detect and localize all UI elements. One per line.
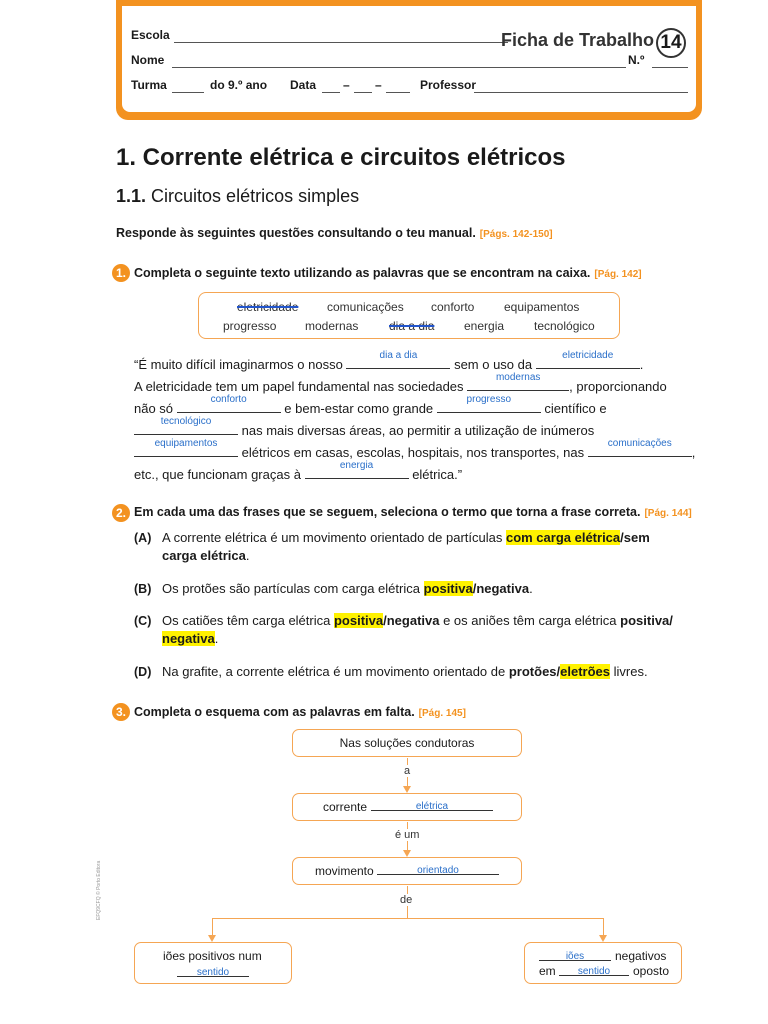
name-field[interactable] (172, 67, 626, 68)
link-label-a: a (404, 765, 411, 777)
number-label: N.º (628, 53, 645, 67)
cloze-text: , (691, 445, 696, 460)
option-d-letter: (D) (134, 665, 152, 679)
word-comunicacoes: comunicações (327, 300, 404, 314)
alternative-term[interactable]: positiva/ (620, 613, 673, 628)
header-form (122, 6, 696, 112)
filled-answer: eletricidade (562, 350, 614, 361)
selected-term[interactable]: eletrões (560, 664, 611, 679)
option-text: e os aniões têm carga elétrica (443, 613, 617, 628)
filled-answer: progresso (466, 394, 512, 405)
date-day-field[interactable] (322, 92, 340, 93)
diagram-box-negative-ions (524, 942, 682, 984)
word-eletricidade: eletricidade (237, 300, 299, 314)
school-field[interactable] (174, 42, 508, 43)
blank-field[interactable] (177, 394, 281, 413)
selected-term[interactable]: com carga elétrica (505, 530, 621, 545)
section-title: 1. Corrente elétrica e circuitos elétricos (116, 144, 566, 171)
option-text: . (214, 631, 219, 646)
box-text: iões positivos num (163, 949, 262, 963)
diagram-box-solutions: Nas soluções condutoras (292, 729, 522, 757)
date-month-field[interactable] (354, 92, 372, 93)
option-text: . (245, 548, 250, 563)
q2-prompt (134, 505, 692, 519)
subsection-number: 1.1. (116, 186, 147, 206)
cloze-text: científico e (544, 401, 607, 416)
word-dia-a-dia: dia a dia (389, 319, 435, 333)
link-label-e-um: é um (395, 829, 420, 841)
word-conforto: conforto (431, 300, 475, 314)
cloze-text: e bem-estar como grande (284, 401, 434, 416)
word-energia: energia (464, 319, 505, 333)
blank-field[interactable] (536, 350, 640, 369)
blank-field[interactable] (437, 394, 541, 413)
q1-number-badge: 1. (112, 264, 130, 282)
cloze-text: sem o uso da (454, 357, 533, 372)
box-text: corrente (323, 800, 368, 814)
filled-answer: elétrica (415, 801, 449, 812)
worksheet-header (116, 0, 702, 120)
name-label: Nome (131, 53, 165, 67)
blank-field[interactable] (134, 438, 238, 457)
cloze-text: elétricos em casas, escolas, hospitais, nos transportes, nas (241, 445, 585, 460)
word-box (198, 292, 620, 339)
word-progresso: progresso (223, 319, 277, 333)
class-label: Turma (131, 78, 167, 92)
cloze-text: , proporcionando (569, 379, 667, 394)
option-text: Os catiões têm carga elétrica (162, 613, 331, 628)
alternative-term[interactable]: /sem (620, 530, 650, 545)
diagram-box-movement (292, 857, 522, 885)
option-text: Na grafite, a corrente elétrica é um movimento orientado de (162, 664, 506, 679)
arrow-down-icon (403, 850, 411, 857)
option-text: . (529, 581, 533, 596)
q3-prompt (134, 705, 466, 719)
option-c-text (162, 612, 692, 648)
cloze-line-4 (134, 416, 595, 438)
q3-number-badge: 3. (112, 703, 130, 721)
cloze-line-1 (134, 350, 644, 372)
cloze-text: . (639, 357, 644, 372)
connector-line (212, 918, 213, 936)
instruction-ref: [Págs. 142-150] (479, 229, 553, 240)
cloze-text: etc., que funcionam graças à (134, 467, 301, 482)
filled-answer: dia a dia (379, 350, 418, 361)
option-text: Os protões são partículas com carga elétrica (162, 581, 420, 596)
option-b-text (162, 580, 682, 598)
blank-field[interactable] (305, 460, 409, 479)
filled-answer: conforto (210, 394, 247, 405)
filled-answer: energia (339, 460, 374, 471)
option-text: A corrente elétrica é um movimento orientado de partículas (162, 530, 503, 545)
blank-field[interactable] (539, 948, 611, 961)
diagram-box-positive-ions (134, 942, 292, 984)
sheet-number: 14 (656, 28, 686, 58)
word-modernas: modernas (305, 319, 359, 333)
publisher-credit: EFQ9CFQ © Porto Editora (96, 860, 102, 920)
instruction (116, 226, 553, 240)
date-separator-2: – (375, 78, 382, 92)
subsection-title: Circuitos elétricos simples (151, 186, 360, 206)
q1-ref: [Pág. 142] (594, 269, 642, 280)
box-text: negativos (615, 949, 667, 963)
filled-answer: comunicações (607, 438, 672, 449)
selected-term[interactable]: positiva (423, 581, 473, 596)
date-separator-1: – (343, 78, 350, 92)
teacher-label: Professor (420, 78, 477, 92)
subsection-heading (116, 186, 359, 207)
box-text: oposto (633, 964, 670, 978)
alternative-term[interactable]: /negativa (383, 613, 440, 628)
blank-field[interactable] (559, 963, 629, 976)
filled-answer: sentido (577, 966, 611, 977)
alternative-term[interactable]: protões/ (508, 664, 561, 679)
blank-field[interactable] (371, 798, 493, 811)
number-field[interactable] (652, 67, 688, 68)
date-label: Data (290, 78, 317, 92)
blank-field[interactable] (467, 372, 569, 391)
blank-field[interactable] (177, 964, 249, 977)
alternative-term[interactable]: /negativa (472, 581, 530, 596)
blank-field[interactable] (377, 862, 499, 875)
option-a-text (162, 529, 682, 565)
filled-answer: tecnológico (160, 416, 212, 427)
option-b-letter: (B) (134, 582, 152, 596)
box-text: em (539, 964, 556, 978)
instruction-text: Responde às seguintes questões consultando o teu manual. (116, 226, 476, 240)
grade-label: do 9.º ano (210, 78, 268, 92)
blank-field[interactable] (588, 438, 692, 457)
link-label-de: de (400, 894, 413, 906)
cloze-line-5 (134, 438, 696, 460)
class-field[interactable] (172, 92, 204, 93)
arrow-down-icon (403, 786, 411, 793)
selected-term[interactable]: negativa (162, 631, 215, 646)
sheet-title: Ficha de Trabalho (500, 30, 654, 50)
box-text: movimento (315, 864, 374, 878)
arrow-down-icon (208, 935, 216, 942)
cloze-text: “É muito difícil imaginarmos o nosso (134, 357, 343, 372)
alternative-term[interactable]: carga elétrica (162, 548, 246, 563)
cloze-text: A eletricidade tem um papel fundamental nas sociedades (134, 379, 464, 394)
filled-answer: iões (565, 951, 585, 962)
filled-answer: equipamentos (154, 438, 218, 449)
school-label: Escola (131, 28, 170, 42)
cloze-line-2 (134, 372, 667, 394)
cloze-line-3 (134, 394, 607, 416)
teacher-field[interactable] (474, 92, 688, 93)
connector-line (603, 918, 604, 936)
q2-number-badge: 2. (112, 504, 130, 522)
q2-text: Em cada uma das frases que se seguem, seleciona o termo que torna a frase correta. (134, 505, 641, 519)
filled-answer: orientado (417, 865, 459, 876)
date-year-field[interactable] (386, 92, 410, 93)
word-equipamentos: equipamentos (504, 300, 580, 314)
arrow-down-icon (599, 935, 607, 942)
cloze-text: nas mais diversas áreas, ao permitir a utilização de inúmeros (241, 423, 595, 438)
option-a-letter: (A) (134, 531, 152, 545)
blank-field[interactable] (134, 416, 238, 435)
q1-prompt (134, 266, 642, 280)
q3-ref: [Pág. 145] (418, 708, 466, 719)
q3-text: Completa o esquema com as palavras em falta. (134, 705, 415, 719)
q2-ref: [Pág. 144] (644, 508, 692, 519)
diagram-box-current (292, 793, 522, 821)
word-tecnologico: tecnológico (534, 319, 595, 333)
blank-field[interactable] (346, 350, 450, 369)
connector-line (212, 918, 604, 919)
option-c-letter: (C) (134, 614, 152, 628)
cloze-line-6 (134, 460, 463, 482)
filled-answer: sentido (196, 967, 230, 978)
filled-answer: modernas (495, 372, 541, 383)
q1-text: Completa o seguinte texto utilizando as palavras que se encontram na caixa. (134, 266, 591, 280)
selected-term[interactable]: positiva (333, 613, 384, 628)
option-d-text (162, 663, 692, 681)
cloze-text: elétrica.” (412, 467, 463, 482)
option-text: livres. (613, 664, 648, 679)
cloze-text: não só (134, 401, 174, 416)
